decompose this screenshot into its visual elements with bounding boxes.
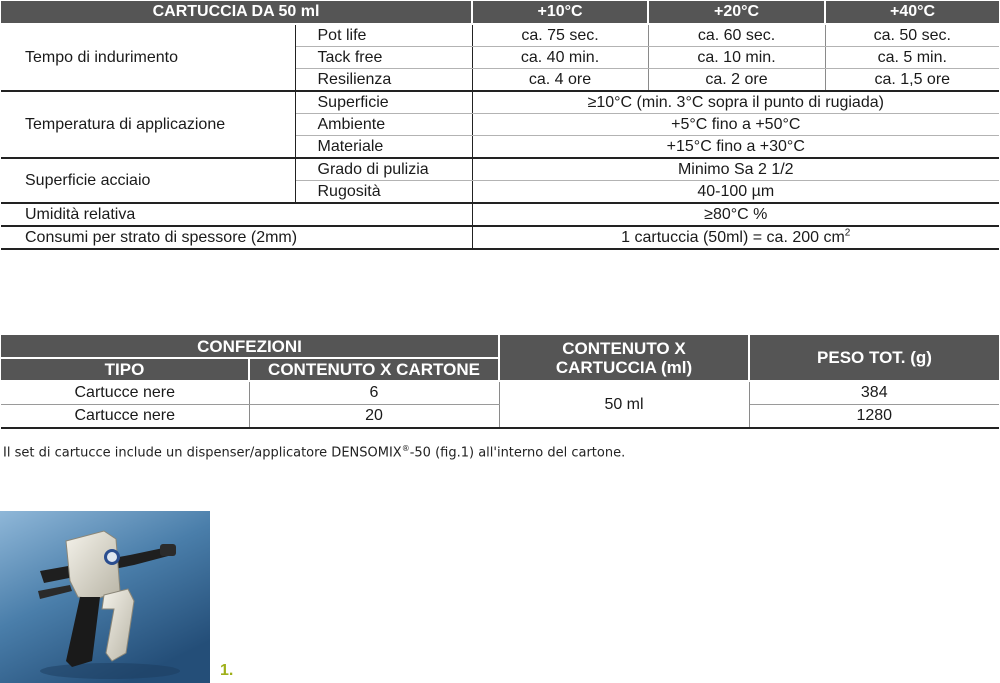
- cell-value: ca. 5 min.: [825, 47, 999, 69]
- consumi-value: 1 cartuccia (50ml) = ca. 200 cm: [621, 228, 845, 246]
- temp-header-10: +10°C: [472, 1, 648, 24]
- cell-value: Minimo Sa 2 1/2: [472, 158, 999, 181]
- table-row: [1, 381, 999, 405]
- row-superficie: [1, 91, 999, 114]
- cell-peso: 384: [749, 381, 999, 405]
- label-resilienza: Resilienza: [295, 69, 472, 92]
- label-superficie: Superficie: [295, 91, 472, 114]
- cell-peso: 1280: [749, 405, 999, 429]
- label-pot-life: Pot life: [295, 24, 472, 47]
- cell-value: ca. 1,5 ore: [825, 69, 999, 92]
- header-contenuto-cartuccia-line2: CARTUCCIA (ml): [555, 357, 693, 377]
- cell-value: 40-100 µm: [472, 181, 999, 204]
- row-umidita: [1, 203, 999, 226]
- header-contenuto-cartuccia: [499, 335, 749, 381]
- row-pot-life: [1, 24, 999, 47]
- group-tempo-indurimento: Tempo di indurimento: [1, 24, 295, 91]
- cell-value: ca. 75 sec.: [472, 24, 648, 47]
- note-text-end: -50 (fig.1) all'interno del cartone.: [409, 445, 626, 461]
- temp-header-20: +20°C: [648, 1, 825, 24]
- label-rugosita: Rugosità: [295, 181, 472, 204]
- registered-mark: ®: [401, 444, 410, 453]
- figure-label: 1.: [220, 662, 234, 679]
- cell-tipo: Cartucce nere: [1, 381, 249, 405]
- temp-header-40: +40°C: [825, 1, 999, 24]
- header-contenuto-cartuccia-line1: CONTENUTO X: [562, 338, 686, 358]
- packaging-header-row-1: [1, 335, 999, 358]
- header-confezioni: CONFEZIONI: [1, 335, 499, 358]
- header-peso: PESO TOT. (g): [749, 335, 999, 381]
- header-tipo: TIPO: [1, 358, 249, 381]
- cell-value: ca. 50 sec.: [825, 24, 999, 47]
- dispenser-photo: [0, 511, 210, 683]
- cell-value: ca. 40 min.: [472, 47, 648, 69]
- cell-cartuccia-ml: 50 ml: [499, 381, 749, 428]
- specs-header-row: [1, 1, 999, 24]
- consumi-sup: 2: [844, 227, 851, 239]
- cell-value: +15°C fino a +30°C: [472, 136, 999, 159]
- group-temperatura-applicazione: Temperatura di applicazione: [1, 91, 295, 158]
- label-consumi: Consumi per strato di spessore (2mm): [1, 226, 472, 249]
- cell-value: ≥10°C (min. 3°C sopra il punto di rugiada): [472, 91, 999, 114]
- cell-value-consumi: [472, 226, 999, 249]
- row-consumi: [1, 226, 999, 249]
- note-text-start: Il set di cartucce include un dispenser/applicatore DENSOMIX: [3, 445, 402, 461]
- label-grado-pulizia: Grado di pulizia: [295, 158, 472, 181]
- cell-value: ca. 10 min.: [648, 47, 825, 69]
- label-tack-free: Tack free: [295, 47, 472, 69]
- label-umidita-relativa: Umidità relativa: [1, 203, 472, 226]
- dispenser-gun-illustration: [0, 511, 210, 683]
- cell-value: ca. 2 ore: [648, 69, 825, 92]
- label-materiale: Materiale: [295, 136, 472, 159]
- cell-value: ca. 4 ore: [472, 69, 648, 92]
- label-ambiente: Ambiente: [295, 114, 472, 136]
- dispenser-note: [3, 444, 625, 460]
- cell-tipo: Cartucce nere: [1, 405, 249, 429]
- cell-contenuto: 6: [249, 381, 499, 405]
- specs-title: CARTUCCIA DA 50 ml: [1, 1, 472, 24]
- header-contenuto-cartone: CONTENUTO X CARTONE: [249, 358, 499, 381]
- cell-value: ≥80°C %: [472, 203, 999, 226]
- group-superficie-acciaio: Superficie acciaio: [1, 158, 295, 203]
- cell-value: +5°C fino a +50°C: [472, 114, 999, 136]
- cell-contenuto: 20: [249, 405, 499, 429]
- cell-value: ca. 60 sec.: [648, 24, 825, 47]
- row-grado-pulizia: [1, 158, 999, 181]
- packaging-table: [1, 335, 999, 429]
- specs-table: [1, 1, 999, 250]
